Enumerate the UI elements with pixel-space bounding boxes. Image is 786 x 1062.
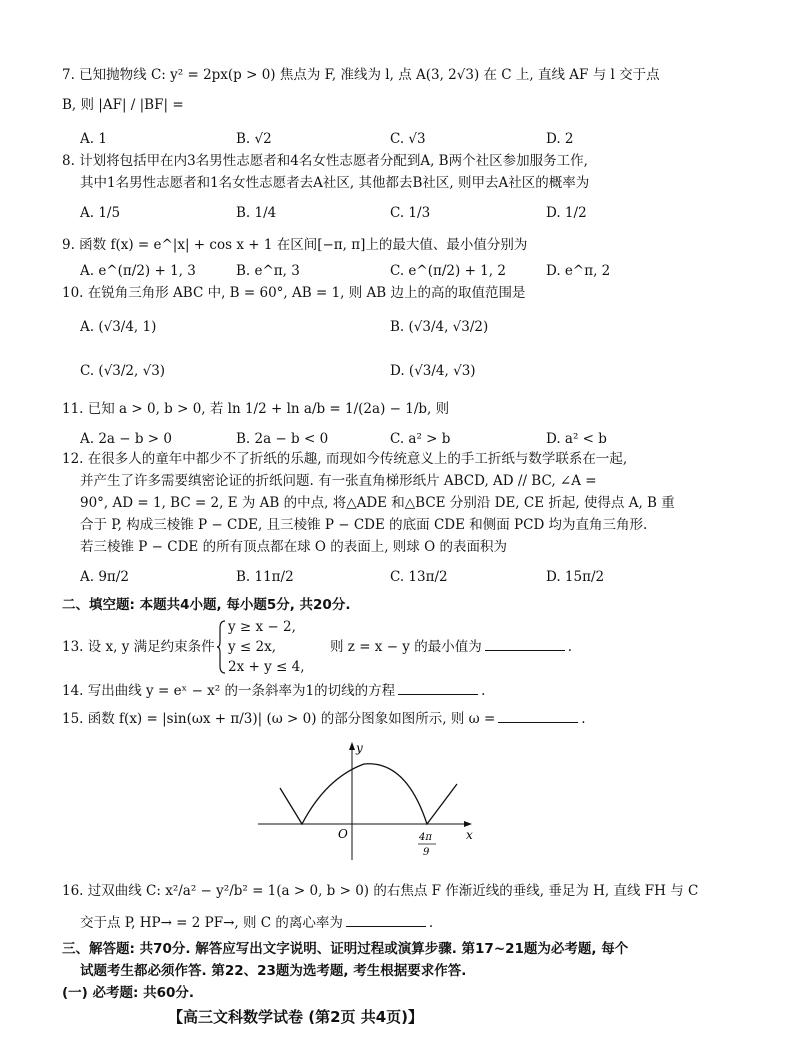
section3-line2: 试题考生都必须作答. 第22、23题为选考题, 考生根据要求作答. [80,963,467,979]
q10-option-a: A. (√3/4, 1) [80,319,157,335]
q9-option-c: C. e^(π/2) + 1, 2 [390,263,506,279]
q15-line: 15. 函数 f(x) = |sin(ωx + π/3)| (ω > 0) 的部分图象如图所示, 则 ω = . [62,711,586,727]
q7-option-b: B. √2 [236,131,272,147]
x-axis-arrow-icon [464,821,472,827]
q16-line1: 16. 过双曲线 C: x²/a² − y²/b² = 1(a > 0, b > 0) 的右焦点 F 作渐近线的垂线, 垂足为 H, 直线 FH 与 C [62,883,699,899]
q10-option-b: B. (√3/4, √3/2) [390,319,489,335]
q16-line2: 交于点 P, HP→ = 2 PF→, 则 C 的离心率为 . [80,915,434,931]
q12-option-c: C. 13π/2 [390,569,448,585]
q12-line2: 并产生了许多需要缜密论证的折纸问题. 有一张直角梯形纸片 ABCD, AD // BC, ∠A = [80,473,597,489]
section3-line1: 三、解答题: 共70分. 解答应写出文字说明、证明过程或演算步骤. 第17~21题为必考题, 每个 [62,941,629,957]
q8-option-a: A. 1/5 [80,205,121,221]
q8-options [80,202,720,228]
y-axis-arrow-icon [349,742,355,750]
q13-constraint-3: 2x + y ≤ 4, [228,659,305,675]
q9-option-b: B. e^π, 3 [236,263,300,279]
q8-option-b: B. 1/4 [236,205,277,221]
q12-line5: 若三棱锥 P − CDE 的所有顶点都在球 O 的表面上, 则球 O 的表面积为 [80,539,507,555]
q10-line1: 10. 在锐角三角形 ABC 中, B = 60°, AB = 1, 则 AB 边上的高的取值范围是 [62,285,526,301]
q8-option-c: C. 1/3 [390,205,431,221]
q12-line3: 90°, AD = 1, BC = 2, E 为 AB 的中点, 将△ADE 和△BCE 分别沿 DE, CE 折起, 使得点 A, B 重 [80,495,675,511]
q16-answer-blank[interactable] [346,914,426,927]
q16-text: 交于点 P, HP→ = 2 PF→, 则 C 的离心率为 [80,915,343,931]
y-axis-label: y [356,741,363,755]
q7-option-d: D. 2 [546,131,574,147]
q8-line1: 8. 计划将包括甲在内3名男性志愿者和4名女性志愿者分配到A, B两个社区参加服务工作, [62,153,588,169]
q7-line2: B, 则 |AF| / |BF| = [62,97,184,113]
q8-line2: 其中1名男性志愿者和1名女性志愿者去A社区, 其他都去B社区, 则甲去A社区的概率为 [80,175,590,191]
q12-options [80,566,720,592]
q14-line: 14. 写出曲线 y = eˣ − x² 的一条斜率为1的切线的方程 . [62,683,486,699]
q12-option-d: D. 15π/2 [546,569,605,585]
tick-numerator: 4π [419,832,432,843]
q12-option-a: A. 9π/2 [80,569,129,585]
q13-tail: 则 z = x − y 的最小值为 . [330,639,573,655]
origin-label: O [338,827,348,841]
q10-options-row1 [80,316,720,342]
q13-answer-blank[interactable] [485,638,565,651]
q9-option-d: D. e^π, 2 [546,263,611,279]
q11-option-d: D. a² < b [546,431,607,447]
tick-denominator: 9 [423,847,430,858]
page-footer: 【高三文科数学试卷 (第2页 共4页)】 [168,1008,424,1026]
q7-line1: 7. 已知抛物线 C: y² = 2px(p > 0) 焦点为 F, 准线为 l, 点 A(3, 2√3) 在 C 上, 直线 AF 与 l 交于点 [62,67,660,83]
q14-text: 14. 写出曲线 y = eˣ − x² 的一条斜率为1的切线的方程 [62,683,396,699]
x-axis-label: x [466,828,473,842]
q15-graph [256,738,478,864]
q12-option-b: B. 11π/2 [236,569,294,585]
q11-option-a: A. 2a − b > 0 [80,431,172,447]
q9-options [80,260,720,286]
q10-option-c: C. (√3/2, √3) [80,363,166,379]
q10-option-d: D. (√3/4, √3) [390,363,476,379]
q12-line4: 合于 P, 构成三棱锥 P − CDE, 且三棱锥 P − CDE 的底面 CDE 和侧面 PCD 均为直角三角形. [80,517,648,533]
q15-text: 15. 函数 f(x) = |sin(ωx + π/3)| (ω > 0) 的部分图象如图所示, 则 ω = [62,711,496,727]
q7-options [80,128,720,154]
q14-answer-blank[interactable] [398,682,478,695]
q13-tail-text: 则 z = x − y 的最小值为 [330,639,482,655]
q9-option-a: A. e^(π/2) + 1, 3 [80,263,196,279]
part1-heading: (一) 必考题: 共60分. [62,985,195,1001]
q13-lead: 13. 设 x, y 满足约束条件 [62,639,215,655]
q15-answer-blank[interactable] [498,710,578,723]
q11-option-b: B. 2a − b < 0 [236,431,329,447]
q12-line1: 12. 在很多人的童年中都少不了折纸的乐趣, 而现如今传统意义上的手工折纸与数学联系在一起, [62,451,628,467]
q11-option-c: C. a² > b [390,431,451,447]
section2-heading: 二、填空题: 本题共4小题, 每小题5分, 共20分. [62,597,351,613]
q13-constraint-2: y ≤ 2x, [228,639,277,655]
q8-option-d: D. 1/2 [546,205,587,221]
q10-options-row2 [80,360,720,386]
q13-constraint-1: y ≥ x − 2, [228,619,296,635]
q11-line1: 11. 已知 a > 0, b > 0, 若 ln 1/2 + ln a/b = 1/(2a) − 1/b, 则 [62,401,450,417]
q13-brace-icon [216,620,226,674]
q9-line1: 9. 函数 f(x) = e^|x| + cos x + 1 在区间[−π, π]上的最大值、最小值分别为 [62,237,528,253]
q7-option-c: C. √3 [390,131,426,147]
q7-option-a: A. 1 [80,131,107,147]
function-curve [280,764,457,824]
